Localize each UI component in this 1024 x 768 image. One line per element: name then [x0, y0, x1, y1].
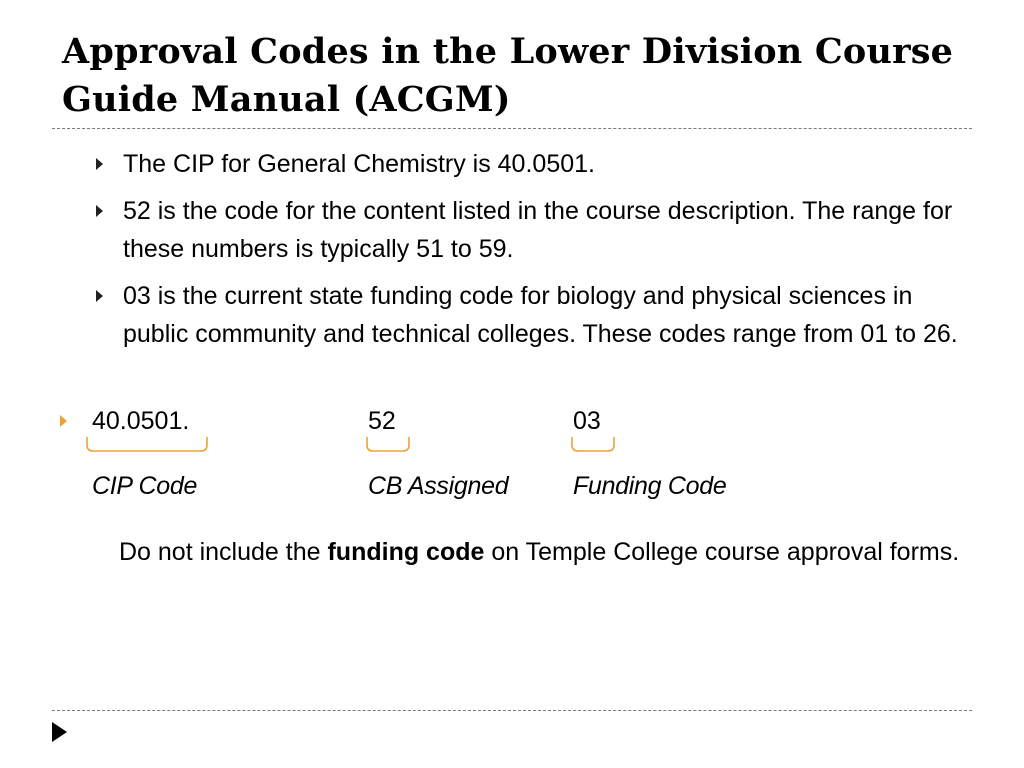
cip-code-label: CIP Code [92, 472, 198, 500]
funding-code-label: Funding Code [573, 472, 727, 500]
bullet-content-code [92, 192, 972, 268]
cb-assigned-label: CB Assigned [368, 472, 509, 500]
note-text-before: Do not include the [119, 538, 328, 566]
cb-assigned-brace-icon [365, 436, 411, 454]
bullet-text: 03 is the current state funding code for biology and physical sciences in public community and technical colleges. These codes range from 01 to 26. [123, 282, 958, 348]
next-slide-icon[interactable] [52, 722, 67, 742]
footer-divider [52, 710, 972, 711]
bullet-text: The CIP for General Chemistry is 40.0501. [123, 150, 595, 178]
cip-code-brace-icon [85, 436, 209, 454]
accent-arrow-icon [60, 415, 67, 427]
bullet-text: 52 is the code for the content listed in the course description. The range for these numbers is typically 51 to 59. [123, 197, 953, 263]
funding-code-note [119, 533, 979, 571]
cip-code-value: 40.0501. [92, 407, 190, 435]
cb-assigned-value: 52 [368, 407, 396, 435]
funding-code-brace-icon [570, 436, 616, 454]
bullet-cip [92, 145, 972, 183]
note-emphasis: funding code [327, 538, 485, 566]
bullet-arrow-icon [96, 290, 103, 302]
slide-title: Approval Codes in the Lower Division Course Guide Manual (ACGM) [62, 31, 954, 120]
funding-code-value: 03 [573, 407, 601, 435]
bullet-arrow-icon [96, 158, 103, 170]
note-text-after: on Temple College course approval forms. [484, 538, 960, 566]
bullet-funding-code [92, 277, 972, 353]
bullet-arrow-icon [96, 205, 103, 217]
title-divider [52, 128, 972, 129]
bullet-list [92, 145, 972, 362]
